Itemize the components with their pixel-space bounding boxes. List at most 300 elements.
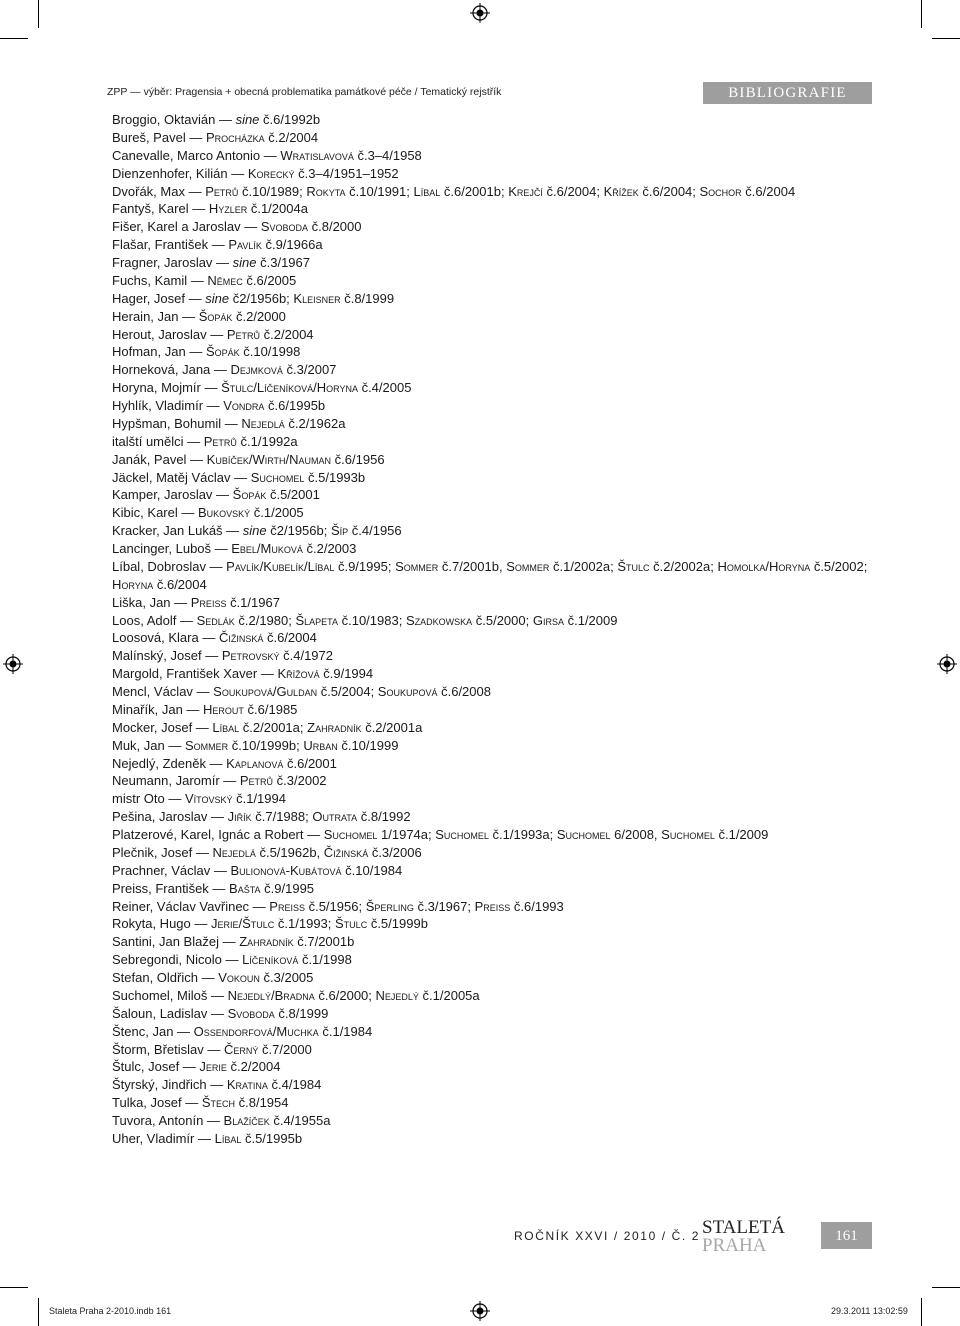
- entry-author: Vokoun: [218, 970, 260, 985]
- entry-text: Rokyta, Hugo —: [112, 916, 211, 932]
- entry-author: Petrů: [205, 183, 239, 199]
- index-entry: [112, 111, 882, 129]
- entry-text: č.4/1972: [279, 648, 333, 664]
- index-entry: [112, 183, 882, 201]
- entry-author: Horyna: [112, 576, 154, 592]
- index-entry: [112, 200, 882, 218]
- index-entry: [112, 343, 882, 361]
- index-entry: [112, 790, 882, 808]
- entry-author: Jerie: [199, 1059, 227, 1075]
- entry-text: č.2/2001a: [361, 719, 423, 735]
- entry-text: č.10/1999: [337, 737, 399, 753]
- entry-text: Janák, Pavel —: [112, 451, 207, 467]
- entry-text: č.2/2004: [260, 326, 314, 342]
- index-entry: [112, 1112, 882, 1130]
- entry-text: Lancinger, Luboš —: [112, 541, 232, 556]
- entry-text: Mocker, Josef —: [112, 719, 213, 735]
- index-entry: [112, 379, 882, 397]
- entry-text: č.1/2009: [714, 827, 769, 842]
- index-entry: [112, 719, 882, 737]
- entry-author: Sommer: [395, 558, 439, 574]
- entry-author: Suchomel: [323, 827, 378, 842]
- entry-text: č.3/1967;: [413, 898, 475, 914]
- entry-author: Černý: [223, 1041, 259, 1057]
- index-entry: [112, 737, 882, 755]
- entry-text: Prachner, Václav —: [112, 862, 231, 878]
- entry-author: Petrů: [203, 433, 237, 449]
- entry-author: Vondra: [223, 398, 265, 413]
- entry-text: Kibic, Karel —: [112, 505, 198, 521]
- entry-text: č.3/2005: [259, 970, 314, 985]
- entry-author: Petrovský: [221, 648, 280, 664]
- index-entry: [112, 629, 882, 647]
- entry-text: č.10/1999b;: [228, 737, 304, 753]
- entry-author: Outrata: [312, 809, 358, 825]
- entry-author: Štulc: [617, 558, 650, 574]
- entry-text: 1/1974a;: [377, 827, 436, 842]
- entry-text: č.1/1984: [318, 1023, 373, 1039]
- entry-text: č.1/2005a: [418, 987, 480, 1003]
- entry-author: Nejedlá: [241, 415, 285, 431]
- entry-author: Hyzler: [208, 201, 248, 217]
- entry-text: Pešina, Jaroslav —: [112, 809, 228, 825]
- entry-text: č.5/1962b,: [255, 844, 324, 860]
- entry-text: č.9/1995: [260, 880, 315, 896]
- entry-author: Líbal: [413, 183, 441, 199]
- entry-text: č.1/1992a: [236, 433, 298, 449]
- registration-mark-icon: [470, 1301, 490, 1321]
- index-entry: [112, 469, 882, 487]
- entry-author: Kleisner: [293, 290, 341, 306]
- entry-author: Sochor: [699, 183, 742, 199]
- entry-author: Vítovský: [184, 791, 233, 807]
- entry-author: Jerie/Štulc: [211, 916, 275, 932]
- entry-author: Wratislavová: [280, 147, 354, 163]
- index-entry: [112, 969, 882, 987]
- entry-text: Jäckel, Matěj Václav —: [112, 469, 251, 485]
- entry-author: Suchomel: [556, 827, 611, 842]
- entry-text: Hypšman, Bohumil —: [112, 415, 242, 431]
- entry-text: č.10/1989;: [238, 183, 307, 199]
- index-entry: [112, 915, 882, 933]
- entry-text: Kamper, Jaroslav —: [112, 487, 233, 503]
- index-entry: [112, 308, 882, 326]
- entry-author: Šopák: [232, 487, 267, 503]
- entry-text: Loosová, Klara —: [112, 630, 219, 646]
- index-entry: [112, 326, 882, 344]
- crop-mark-icon: [0, 38, 28, 39]
- entry-text: č.5/2002;: [810, 558, 868, 574]
- entry-text: Nejedlý, Zdeněk —: [112, 755, 227, 771]
- entry-text: č.7/2001b,: [438, 558, 507, 574]
- crop-mark-icon: [932, 1287, 960, 1288]
- index-entry: [112, 504, 882, 522]
- entry-author: Jiřík: [227, 809, 252, 825]
- entry-author: Štulc: [335, 916, 368, 932]
- entry-author: Šperling: [365, 898, 414, 914]
- entry-text: Neumann, Jaromír —: [112, 773, 240, 789]
- entry-author: Nejedlá: [212, 844, 256, 860]
- entry-author: Čižinská: [323, 844, 369, 860]
- entry-author: Svoboda: [260, 219, 309, 235]
- entry-author: Sommer: [184, 737, 229, 753]
- entry-author: Petrů: [239, 773, 274, 789]
- entry-author: Čižinská: [218, 630, 264, 646]
- entry-text: č.5/1956;: [304, 898, 366, 914]
- index-entry: [112, 361, 882, 379]
- entry-author: Bukovský: [197, 505, 251, 521]
- entry-author: Šíp: [330, 523, 349, 539]
- crop-mark-icon: [0, 1287, 28, 1288]
- slug-file-name: Staleta Praha 2-2010.indb 161: [49, 1306, 172, 1316]
- entry-author: Preiss: [474, 898, 511, 914]
- index-entry: [112, 665, 882, 683]
- entry-text: č.6/2005: [242, 272, 297, 288]
- registration-mark-icon: [3, 654, 23, 674]
- entry-text: č.2/2004: [226, 1059, 281, 1075]
- index-entry: [112, 397, 882, 415]
- index-entry: [112, 433, 882, 451]
- entry-text: č.5/2001: [266, 487, 320, 503]
- entry-text: č.10/1998: [239, 344, 301, 360]
- entry-author: Svoboda: [227, 1005, 275, 1021]
- entry-text: č.2/1962a: [284, 415, 346, 431]
- entry-text: č.1/2005: [250, 505, 304, 521]
- index-entry: [112, 451, 882, 469]
- entry-text: č.8/2000: [308, 219, 362, 235]
- entry-text: Herout, Jaroslav —: [112, 326, 227, 342]
- entry-text: č.6/2000;: [314, 987, 376, 1003]
- entry-text: č.1/1993a;: [488, 827, 557, 842]
- entry-text: Fragner, Jaroslav —: [112, 255, 233, 270]
- entry-text: Hyhlík, Vladimír —: [112, 398, 224, 413]
- entry-author: Krejčí: [508, 183, 543, 199]
- page-number: 161: [821, 1222, 872, 1249]
- entry-text: č.8/1992: [357, 809, 411, 825]
- entry-text: Fantyš, Karel —: [112, 201, 209, 217]
- entry-text: č.1/1998: [298, 952, 352, 968]
- entry-text: č.6/2004;: [542, 183, 604, 199]
- entry-author: Líbal: [212, 719, 240, 735]
- entry-author: Kaplanová: [226, 755, 284, 771]
- entry-text: Kracker, Jan Lukáš —: [112, 523, 243, 539]
- entry-text: č.2/2001a;: [239, 719, 308, 735]
- entry-author: Herout: [203, 701, 244, 717]
- index-entry: [112, 808, 882, 826]
- entry-text: č.4/1955a: [269, 1113, 331, 1128]
- slug-timestamp: 29.3.2011 13:02:59: [831, 1306, 908, 1316]
- entry-author: Soukupová: [377, 684, 438, 699]
- entry-text: Dienzenhofer, Kilián —: [112, 165, 248, 181]
- entry-text: č.6/1995b: [264, 398, 326, 413]
- entry-text: Minařík, Jan —: [112, 701, 204, 717]
- entry-text: Preiss, František —: [112, 880, 230, 896]
- entry-text: č.10/1983;: [338, 612, 406, 628]
- entry-author: Líbal: [214, 1130, 242, 1146]
- index-entry: [112, 862, 882, 880]
- index-entry: [112, 683, 882, 701]
- entry-text: č.7/2001b: [293, 934, 355, 950]
- entry-text: č.1/1967: [226, 594, 280, 610]
- entry-text: č.3/2006: [368, 844, 422, 860]
- entry-text: č.6/1985: [243, 701, 298, 717]
- entry-author: Nejedlý: [375, 987, 419, 1003]
- index-entry: [112, 1130, 882, 1148]
- index-entry: [112, 1041, 882, 1059]
- index-entry: [112, 612, 882, 630]
- entry-author: Bašta: [229, 880, 261, 896]
- index-entry: [112, 826, 882, 844]
- entry-author: Homolka/Horyna: [717, 558, 811, 574]
- index-entry: [112, 272, 882, 290]
- entry-author: Suchomel: [250, 469, 305, 485]
- entry-author: Szadkowska: [405, 612, 473, 628]
- entry-author: Kratina: [226, 1077, 268, 1093]
- entry-author: Ebel/Muková: [231, 541, 303, 556]
- index-entry: [112, 558, 882, 594]
- entry-author: Urban: [303, 737, 338, 753]
- entry-text: č.2/2004: [264, 129, 319, 145]
- entry-text: Broggio, Oktavián —: [112, 112, 236, 127]
- index-entry: [112, 147, 882, 165]
- entry-sine: sine: [242, 523, 267, 539]
- entry-text: mistr Oto —: [112, 791, 185, 807]
- entry-text: Canevalle, Marco Antonio —: [112, 147, 281, 163]
- crop-mark-icon: [38, 1298, 39, 1326]
- entry-text: č2/1956b;: [266, 523, 331, 539]
- entry-text: č2/1956b;: [229, 290, 294, 306]
- entry-author: Petrů: [226, 326, 261, 342]
- registration-mark-icon: [937, 654, 957, 674]
- issue-label: ROČNÍK XXVI / 2010 / Č. 2: [514, 1229, 701, 1243]
- entry-text: č.7/2000: [258, 1041, 312, 1057]
- entry-text: Mencl, Václav —: [112, 684, 214, 699]
- index-entry: [112, 522, 882, 540]
- index-entry: [112, 647, 882, 665]
- entry-author: Šopák: [198, 308, 233, 324]
- index-entry: [112, 1058, 882, 1076]
- index-entry: [112, 951, 882, 969]
- entry-text: Margold, František Xaver —: [112, 666, 278, 682]
- entry-text: Santini, Jan Blažej —: [112, 934, 240, 950]
- entry-author: Korecký: [247, 165, 295, 181]
- entry-text: č.5/1999b: [367, 916, 428, 932]
- index-entry: [112, 755, 882, 773]
- entry-text: č.5/2000;: [472, 612, 533, 628]
- crop-mark-icon: [921, 0, 922, 28]
- entry-text: č.6/2008: [437, 684, 491, 699]
- entry-author: Ossendorfová/Muchka: [193, 1023, 319, 1039]
- section-label-tab: BIBLIOGRAFIE: [703, 82, 872, 104]
- entry-text: Štorm, Břetislav —: [112, 1041, 224, 1057]
- entry-text: č.10/1984: [341, 862, 403, 878]
- entry-author: Zahradník: [307, 719, 362, 735]
- entry-text: Tulka, Josef —: [112, 1095, 202, 1111]
- entry-text: č.6/1956: [331, 451, 385, 467]
- index-entry: [112, 236, 882, 254]
- index-entry: [112, 486, 882, 504]
- entry-text: Horyna, Mojmír —: [112, 380, 222, 396]
- entry-author: Líčeníková: [242, 952, 299, 968]
- entry-text: Hager, Josef —: [112, 290, 206, 306]
- index-entry: [112, 844, 882, 862]
- entry-text: č.6/2004: [153, 576, 207, 592]
- entry-text: Štyrský, Jindřich —: [112, 1077, 227, 1093]
- entry-author: Šlapeta: [295, 612, 338, 628]
- entry-text: č.5/2004;: [317, 684, 378, 699]
- entry-text: č.1/2002a;: [549, 558, 618, 574]
- index-entry: [112, 1005, 882, 1023]
- entry-text: Reiner, Václav Vavřinec —: [112, 898, 270, 914]
- entry-author: Suchomel: [435, 827, 489, 842]
- entry-text: italští umělci —: [112, 433, 204, 449]
- entry-author: Soukupová/Guldan: [213, 684, 318, 699]
- entry-text: Stefan, Oldřich —: [112, 970, 219, 985]
- index-entry: [112, 594, 882, 612]
- entry-author: Preiss: [269, 898, 305, 914]
- entry-author: Girsa: [532, 612, 564, 628]
- index-entry: [112, 987, 882, 1005]
- index-entry: [112, 701, 882, 719]
- index-entry-list: [112, 111, 882, 1148]
- entry-author: Štech: [201, 1095, 235, 1111]
- entry-text: č.7/1988;: [251, 809, 313, 825]
- entry-text: Uher, Vladimír —: [112, 1130, 215, 1146]
- entry-text: č.6/1993: [510, 898, 564, 914]
- entry-text: č.2/2002a;: [649, 558, 718, 574]
- entry-text: č.2/2000: [232, 308, 286, 324]
- entry-text: Štenc, Jan —: [112, 1023, 194, 1039]
- index-entry: [112, 898, 882, 916]
- entry-text: Plečnik, Josef —: [112, 844, 213, 860]
- entry-text: č.1/1993;: [274, 916, 336, 932]
- index-entry: [112, 880, 882, 898]
- index-entry: [112, 933, 882, 951]
- entry-text: Horneková, Jana —: [112, 362, 231, 378]
- entry-text: č.9/1966a: [261, 237, 323, 253]
- entry-author: Suchomel: [661, 827, 715, 842]
- index-entry: [112, 772, 882, 790]
- entry-text: Suchomel, Miloš —: [112, 987, 228, 1003]
- entry-text: č.3/1967: [256, 255, 311, 270]
- index-entry: [112, 1023, 882, 1041]
- entry-author: Preiss: [190, 594, 227, 610]
- index-entry: [112, 415, 882, 433]
- entry-text: č.4/2005: [357, 380, 412, 396]
- entry-sine: sine: [235, 112, 260, 127]
- entry-text: č.6/2004;: [638, 183, 700, 199]
- entry-author: Štulc/Líčeníková/Horyna: [221, 380, 358, 396]
- entry-text: č.6/2004: [741, 183, 796, 199]
- entry-text: č.2/2003: [302, 541, 357, 556]
- entry-author: Křížová: [277, 666, 320, 682]
- entry-author: Sedlák: [196, 612, 235, 628]
- entry-text: Loos, Adolf —: [112, 612, 197, 628]
- entry-author: Kubíček/Wirth/Nauman: [206, 451, 332, 467]
- entry-author: Bulionová-Kubátová: [230, 862, 342, 878]
- entry-sine: sine: [232, 255, 257, 270]
- entry-text: 6/2008,: [610, 827, 662, 842]
- entry-text: č.3–4/1958: [353, 147, 422, 163]
- entry-author: Pavlík: [228, 237, 262, 253]
- entry-text: č.2/1980;: [234, 612, 296, 628]
- entry-text: č.9/1994: [319, 666, 374, 682]
- entry-text: č.6/2001b;: [440, 183, 509, 199]
- index-entry: [112, 1076, 882, 1094]
- entry-text: č.3–4/1951–1952: [294, 165, 399, 181]
- crop-mark-icon: [921, 1298, 922, 1326]
- logo-line-2: PRAHA: [702, 1235, 767, 1256]
- entry-text: Herain, Jan —: [112, 308, 199, 324]
- entry-text: Platzerové, Karel, Ignác a Robert —: [112, 827, 324, 842]
- logo-line-1: STALETÁ: [702, 1217, 785, 1238]
- index-entry: [112, 218, 882, 236]
- index-entry: [112, 290, 882, 308]
- entry-author: Dejmková: [230, 362, 283, 378]
- entry-text: č.8/1999: [274, 1005, 329, 1021]
- entry-text: č.3/2007: [282, 362, 337, 378]
- entry-sine: sine: [205, 290, 230, 306]
- entry-text: č.4/1984: [267, 1077, 322, 1093]
- entry-author: Němec: [207, 272, 243, 288]
- entry-text: Líbal, Dobroslav —: [112, 558, 227, 574]
- entry-author: Pavlík/Kubelík/Líbal: [226, 558, 335, 574]
- entry-text: Štulc, Josef —: [112, 1059, 200, 1075]
- crop-mark-icon: [932, 38, 960, 39]
- entry-text: Bureš, Pavel —: [112, 129, 206, 145]
- entry-text: Malínský, Josef —: [112, 648, 222, 664]
- entry-author: Procházka: [205, 129, 265, 145]
- index-entry: [112, 165, 882, 183]
- entry-author: Zahradník: [239, 934, 294, 950]
- entry-author: Blažíček: [223, 1113, 270, 1128]
- entry-text: č.1/2004a: [247, 201, 308, 217]
- entry-text: Flašar, František —: [112, 237, 229, 253]
- entry-text: č.5/1993b: [304, 469, 366, 485]
- entry-text: č.8/1999: [340, 290, 395, 306]
- entry-text: č.9/1995;: [334, 558, 396, 574]
- entry-text: č.6/2001: [283, 755, 337, 771]
- entry-text: č.1/1994: [232, 791, 286, 807]
- entry-author: Křížek: [603, 183, 639, 199]
- index-entry: [112, 540, 882, 558]
- entry-text: Tuvora, Antonín —: [112, 1113, 224, 1128]
- entry-text: č.6/2004: [263, 630, 317, 646]
- index-entry: [112, 129, 882, 147]
- entry-author: Rokyta: [306, 183, 346, 199]
- crop-mark-icon: [38, 0, 39, 28]
- entry-text: Fuchs, Kamil —: [112, 272, 208, 288]
- index-entry: [112, 254, 882, 272]
- registration-mark-icon: [470, 3, 490, 23]
- entry-text: č.3/2002: [273, 773, 327, 789]
- entry-text: č.4/1956: [348, 523, 402, 539]
- entry-text: Liška, Jan —: [112, 594, 191, 610]
- entry-text: Dvořák, Max —: [112, 183, 206, 199]
- entry-author: Nejedlý/Bradna: [227, 987, 315, 1003]
- entry-author: Sommer: [506, 558, 550, 574]
- entry-text: Muk, Jan —: [112, 737, 185, 753]
- entry-text: č.1/2009: [563, 612, 618, 628]
- entry-text: Hofman, Jan —: [112, 344, 206, 360]
- entry-text: č.8/1954: [235, 1095, 289, 1111]
- index-entry: [112, 1094, 882, 1112]
- entry-text: Fišer, Karel a Jaroslav —: [112, 219, 261, 235]
- entry-text: č.6/1992b: [259, 112, 321, 127]
- entry-text: Šaloun, Ladislav —: [112, 1005, 228, 1021]
- entry-text: č.10/1991;: [345, 183, 414, 199]
- entry-text: Sebregondi, Nicolo —: [112, 952, 243, 968]
